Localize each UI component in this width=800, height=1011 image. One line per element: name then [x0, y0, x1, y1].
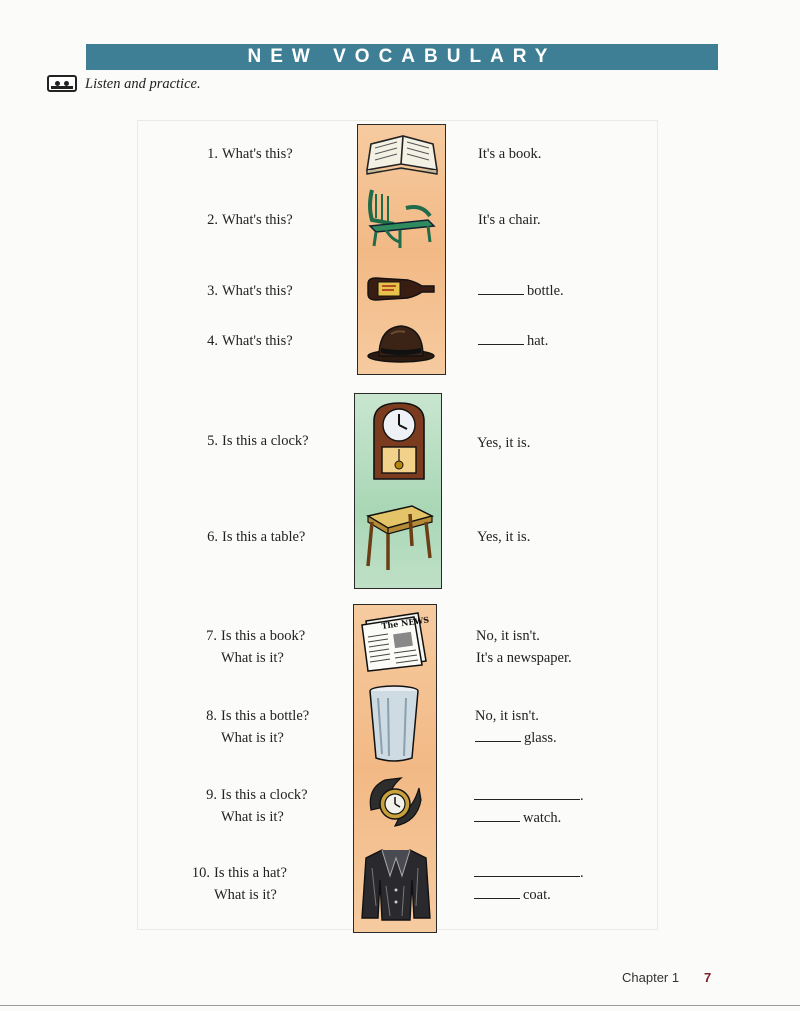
item-number: 10. [191, 865, 210, 881]
book-icon [363, 130, 441, 178]
question-6 [196, 526, 305, 548]
question-text: Is this a clock? [221, 787, 308, 803]
cassette-icon[interactable] [47, 75, 77, 92]
bottom-divider [0, 1005, 800, 1006]
question-text: Is this a clock? [222, 433, 309, 449]
page-number: 7 [704, 970, 712, 985]
answer-text: It's a book. [478, 146, 542, 162]
glass-icon [366, 684, 422, 764]
hat-icon [365, 322, 437, 364]
answer-4 [478, 330, 548, 352]
question-3 [196, 280, 293, 302]
answer-blank[interactable] [475, 729, 521, 742]
item-number: 5. [207, 433, 218, 449]
follow-up-question: What is it? [221, 809, 284, 825]
answer-text: . [580, 788, 584, 804]
follow-up-question: What is it? [221, 650, 284, 666]
answer-1 [478, 143, 541, 165]
answer-6 [477, 526, 530, 548]
answer-text: glass. [524, 730, 557, 746]
question-5 [196, 430, 309, 452]
question-7 [195, 625, 305, 669]
question-8 [195, 705, 309, 749]
answer-blank[interactable] [474, 864, 580, 877]
item-number: 6. [207, 529, 218, 545]
answer-5 [477, 432, 530, 454]
question-text: Is this a bottle? [221, 708, 310, 724]
question-4 [196, 330, 293, 352]
question-text: Is this a book? [221, 628, 306, 644]
answer-text: Yes, it is. [477, 435, 531, 451]
question-text: What's this? [222, 333, 293, 349]
answer-text: It's a chair. [478, 212, 541, 228]
follow-up-question: What is it? [214, 887, 277, 903]
answer-text: watch. [523, 810, 562, 826]
answer-text: hat. [527, 333, 549, 349]
newspaper-icon [360, 611, 432, 673]
answer-text: It's a newspaper. [476, 650, 572, 666]
item-number: 8. [206, 708, 217, 724]
answer-10 [474, 862, 584, 906]
answer-text: bottle. [527, 283, 564, 299]
item-number: 3. [207, 283, 218, 299]
question-text: Is this a table? [222, 529, 306, 545]
answer-9 [474, 785, 584, 829]
answer-blank[interactable] [478, 282, 524, 295]
answer-text: Yes, it is. [477, 529, 531, 545]
newspaper-masthead: The NEWS [380, 614, 430, 631]
answer-2 [478, 209, 541, 231]
answer-blank[interactable] [474, 809, 520, 822]
item-number: 2. [207, 212, 218, 228]
instruction-text: Listen and practice. [85, 76, 201, 92]
question-10 [188, 862, 287, 906]
answer-8 [475, 705, 557, 749]
clock-icon [364, 399, 434, 483]
section-title-banner: NEW VOCABULARY [86, 44, 718, 70]
footer-chapter-label: Chapter 1 [622, 970, 680, 985]
answer-7 [476, 625, 572, 669]
question-text: Is this a hat? [214, 865, 287, 881]
answer-text: coat. [523, 887, 551, 903]
bottle-icon [366, 276, 438, 302]
item-number: 4. [207, 333, 218, 349]
question-1 [196, 143, 293, 165]
answer-text: No, it isn't. [476, 628, 540, 644]
item-number: 9. [206, 787, 217, 803]
watch-icon [365, 776, 425, 830]
coat-icon [360, 846, 432, 922]
question-text: What's this? [222, 146, 293, 162]
answer-text: . [580, 865, 584, 881]
answer-blank[interactable] [478, 332, 524, 345]
answer-blank[interactable] [474, 886, 520, 899]
question-2 [196, 209, 293, 231]
question-9 [195, 784, 308, 828]
question-text: What's this? [222, 212, 293, 228]
answer-blank[interactable] [474, 787, 580, 800]
question-text: What's this? [222, 283, 293, 299]
item-number: 7. [206, 628, 217, 644]
follow-up-question: What is it? [221, 730, 284, 746]
answer-text: No, it isn't. [475, 708, 539, 724]
item-number: 1. [207, 146, 218, 162]
chair-icon [362, 186, 440, 250]
answer-3 [478, 280, 564, 302]
table-icon [362, 502, 436, 572]
